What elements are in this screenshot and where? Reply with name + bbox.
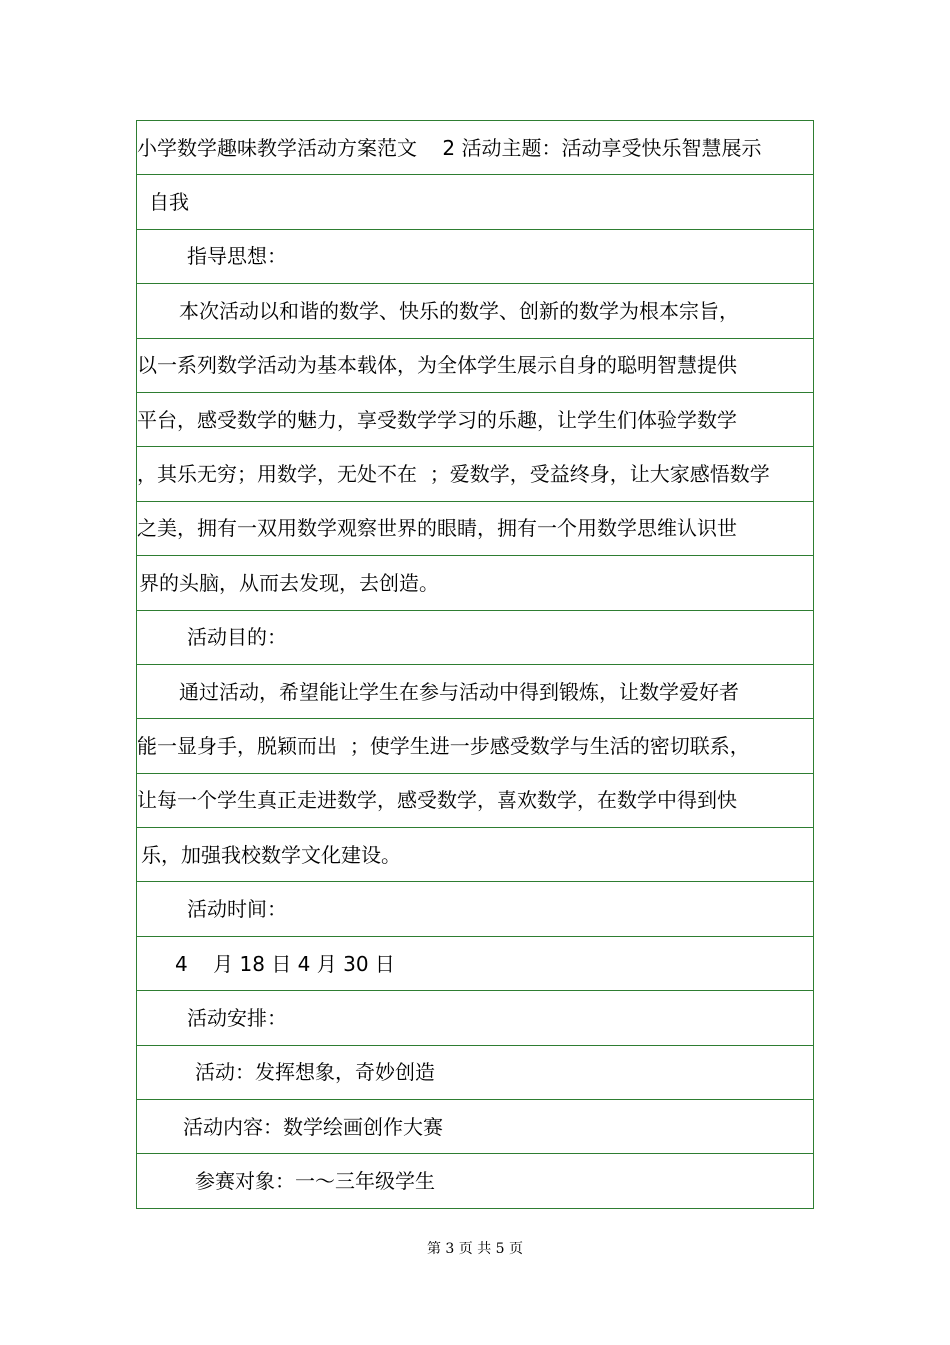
line-text: 乐，加强我校数学文化建设。 bbox=[141, 842, 401, 867]
text-line bbox=[137, 774, 813, 828]
line-text: 活动内容：数学绘画创作大赛 bbox=[183, 1114, 443, 1139]
line-text: 小学数学趣味教学活动方案范文 2 活动主题：活动享受快乐智慧展示 bbox=[137, 135, 762, 160]
text-line bbox=[137, 1100, 813, 1154]
text-line bbox=[137, 665, 813, 719]
line-text: 活动目的： bbox=[187, 625, 287, 650]
text-line bbox=[137, 1154, 813, 1208]
text-line bbox=[137, 284, 813, 338]
line-text: 界的头脑，从而去发现，去创造。 bbox=[139, 570, 439, 595]
text-line bbox=[137, 1046, 813, 1100]
line-text: 让每一个学生真正走进数学，感受数学，喜欢数学，在数学中得到快 bbox=[137, 788, 737, 813]
line-text: 通过活动，希望能让学生在参与活动中得到锻炼，让数学爱好者 bbox=[179, 679, 739, 704]
text-line bbox=[137, 937, 813, 991]
text-line bbox=[137, 121, 813, 175]
line-text: 4 月 18 日 4 月 30 日 bbox=[175, 951, 395, 976]
line-text: 活动：发挥想象，奇妙创造 bbox=[195, 1060, 435, 1085]
line-text: 活动时间： bbox=[187, 897, 287, 922]
line-text: 本次活动以和谐的数学、快乐的数学、创新的数学为根本宗旨， bbox=[179, 298, 739, 323]
text-line bbox=[137, 339, 813, 393]
text-line bbox=[137, 719, 813, 773]
text-line bbox=[137, 991, 813, 1045]
line-text: 能一显身手，脱颖而出 ；使学生进一步感受数学与生活的密切联系， bbox=[137, 733, 750, 758]
line-text: 平台，感受数学的魅力，享受数学学习的乐趣，让学生们体验学数学 bbox=[137, 407, 737, 432]
line-text: 参赛对象：一～三年级学生 bbox=[195, 1169, 435, 1194]
line-text: 指导思想： bbox=[187, 244, 287, 269]
line-text: 自我 bbox=[149, 190, 189, 215]
text-line bbox=[137, 556, 813, 610]
line-text: 之美，拥有一双用数学观察世界的眼睛，拥有一个用数学思维认识世 bbox=[137, 516, 737, 541]
text-line bbox=[137, 828, 813, 882]
text-line bbox=[137, 393, 813, 447]
text-line bbox=[137, 882, 813, 936]
line-text: ，其乐无穷；用数学，无处不在 ；爱数学，受益终身，让大家感悟数学 bbox=[137, 462, 770, 487]
text-line bbox=[137, 230, 813, 284]
text-line bbox=[137, 447, 813, 501]
line-text: 以一系列数学活动为基本载体，为全体学生展示自身的聪明智慧提供 bbox=[137, 353, 737, 378]
document-table bbox=[136, 120, 814, 1209]
text-line bbox=[137, 175, 813, 229]
text-line bbox=[137, 502, 813, 556]
text-line bbox=[137, 611, 813, 665]
line-text: 活动安排： bbox=[187, 1005, 287, 1030]
page-number-footer: 第 3 页 共 5 页 bbox=[426, 1241, 524, 1257]
